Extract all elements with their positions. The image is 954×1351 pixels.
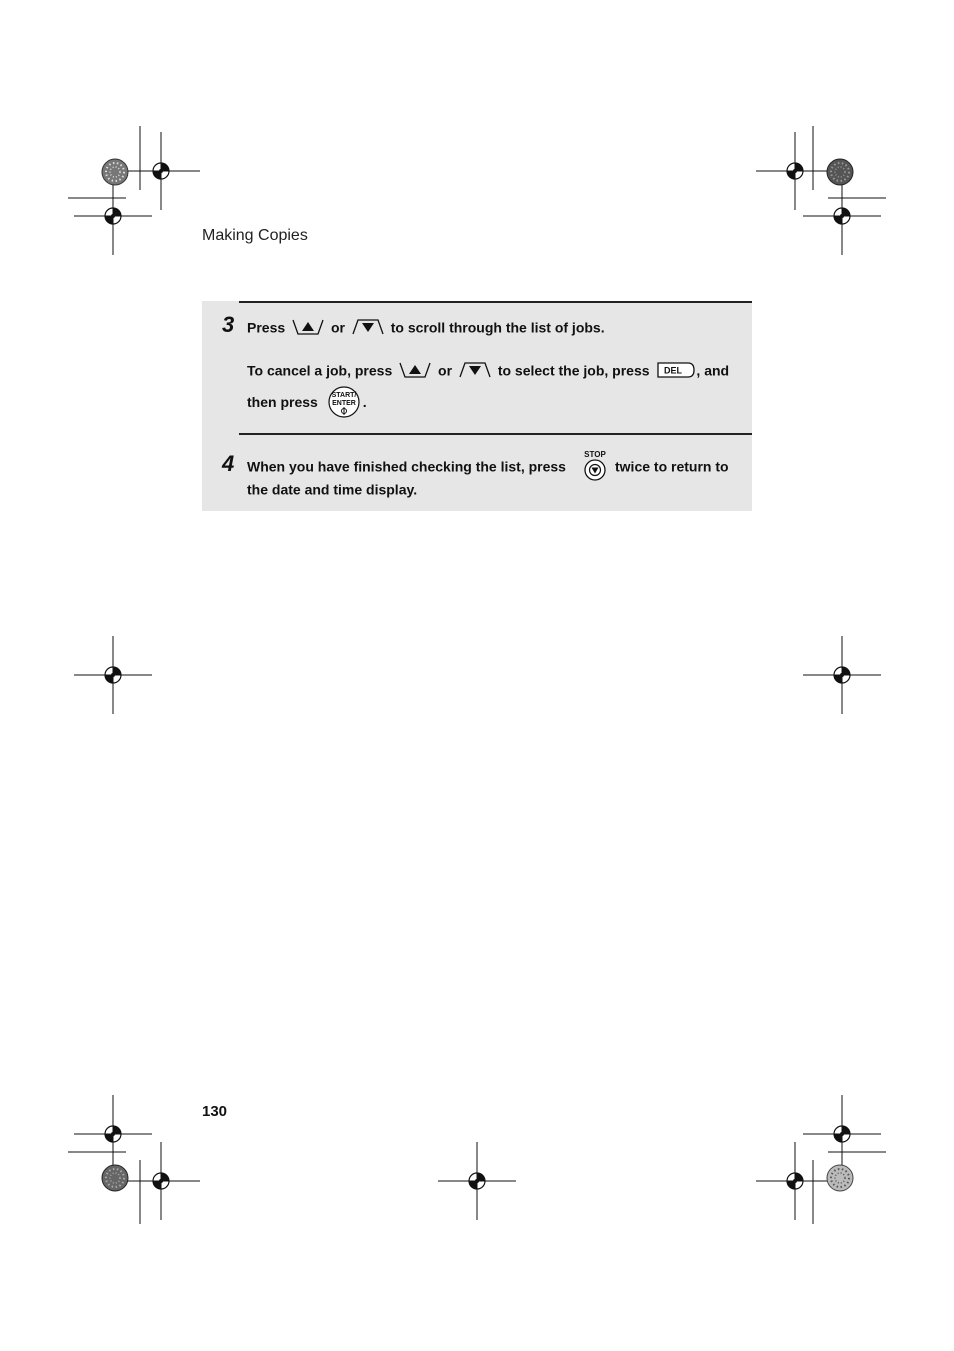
registration-mark-icon [74, 636, 152, 714]
registration-mark-icon [438, 1142, 516, 1220]
step-4-text: the date and time display. [247, 481, 418, 498]
del-key-label: DEL [664, 365, 683, 376]
registration-mark-icon [756, 1142, 834, 1220]
step-3-text: To cancel a job, press [247, 362, 393, 379]
enter-key-label: ENTER [331, 400, 356, 407]
page-number: 130 [202, 1103, 228, 1120]
step-3-text: Press [247, 319, 286, 336]
registration-mark-icon [122, 1142, 200, 1220]
starburst-target-icon [101, 158, 129, 186]
registration-mark-icon [74, 177, 152, 255]
step-3-text: to scroll through the list of jobs. [390, 319, 605, 336]
section-title: Making Copies [202, 227, 308, 244]
step-4-text: twice to return to [615, 458, 729, 475]
start-key-label: START/ [331, 392, 357, 399]
registration-mark-icon [803, 636, 881, 714]
registration-mark-icon [803, 177, 881, 255]
stop-key-label: STOP [584, 450, 606, 459]
step-3-text: or [438, 362, 453, 379]
starburst-target-icon [826, 158, 854, 186]
step-4-text: When you have finished checking the list, press [247, 458, 566, 475]
step-3-text: . [362, 394, 367, 410]
step-3-text: or [330, 319, 345, 336]
starburst-target-icon [826, 1164, 854, 1192]
step-3-text: , and [696, 362, 730, 379]
step-3-text: then press [247, 394, 318, 410]
step-4-number: 4 [222, 451, 235, 476]
starburst-target-icon [101, 1164, 129, 1192]
step-3-number: 3 [222, 312, 235, 337]
step-3-text: to select the job, press [497, 362, 650, 379]
